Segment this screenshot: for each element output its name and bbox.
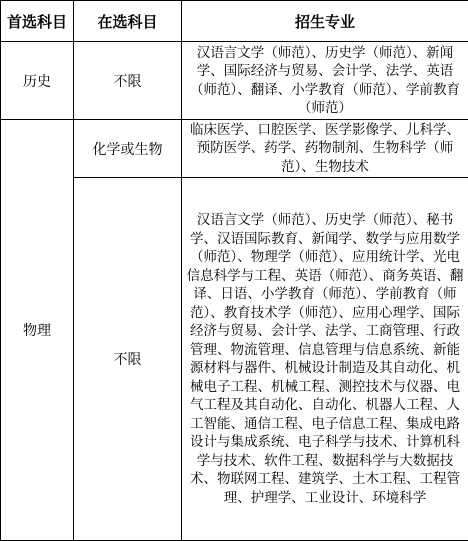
header-first-subject: 首选科目: [1, 1, 74, 42]
majors-cell: 汉语言文学（师范）、历史学（师范）、新闻学、国际经济与贸易、会计学、法学、英语（师范）、翻译、小学教育（师范）、学前教育（师范）: [182, 42, 468, 120]
majors-cell: 临床医学、口腔医学、医学影像学、儿科学、预防医学、药学、药物制剂、生物科学（师范）、生物技术: [182, 120, 468, 178]
first-subject-cell: 历史: [1, 42, 74, 120]
header-row: [1, 1, 468, 42]
majors-cell: 汉语言文学（师范）、历史学（师范）、秘书学、汉语国际教育、新闻学、数学与应用数学（师范）、物理学（师范）、应用统计学、光电信息科学与工程、英语（师范）、商务英语、翻译、日语、小学教育（师范）、学前教育（师范）、教育技术学（师范）、应用心理学、国际经济与贸易、会计学、法学、工商管理、行政管理、物流管理、信息管理与信息系统、新能源材料与器件、机械设计制造及其自动化、机械电子工程、机械工程、测控技术与仪器、电气工程及其自动化、自动化、机器人工程、人工智能、通信工程、电子信息工程、集成电路设计与集成系统、电子科学与技术、计算机科学与技术、软件工程、数据科学与大数据技术、物联网工程、建筑学、土木工程、工程管理、护理学、工业设计、环境科学: [182, 178, 468, 541]
header-elective-subject: 在选科目: [74, 1, 182, 42]
first-subject-cell: 物理: [1, 120, 74, 541]
elective-subject-cell: 化学或生物: [74, 120, 182, 178]
elective-subject-cell: 不限: [74, 42, 182, 120]
table-row: [1, 120, 468, 178]
elective-subject-cell: 不限: [74, 178, 182, 541]
header-majors: 招生专业: [182, 1, 468, 42]
table-row: [1, 42, 468, 120]
